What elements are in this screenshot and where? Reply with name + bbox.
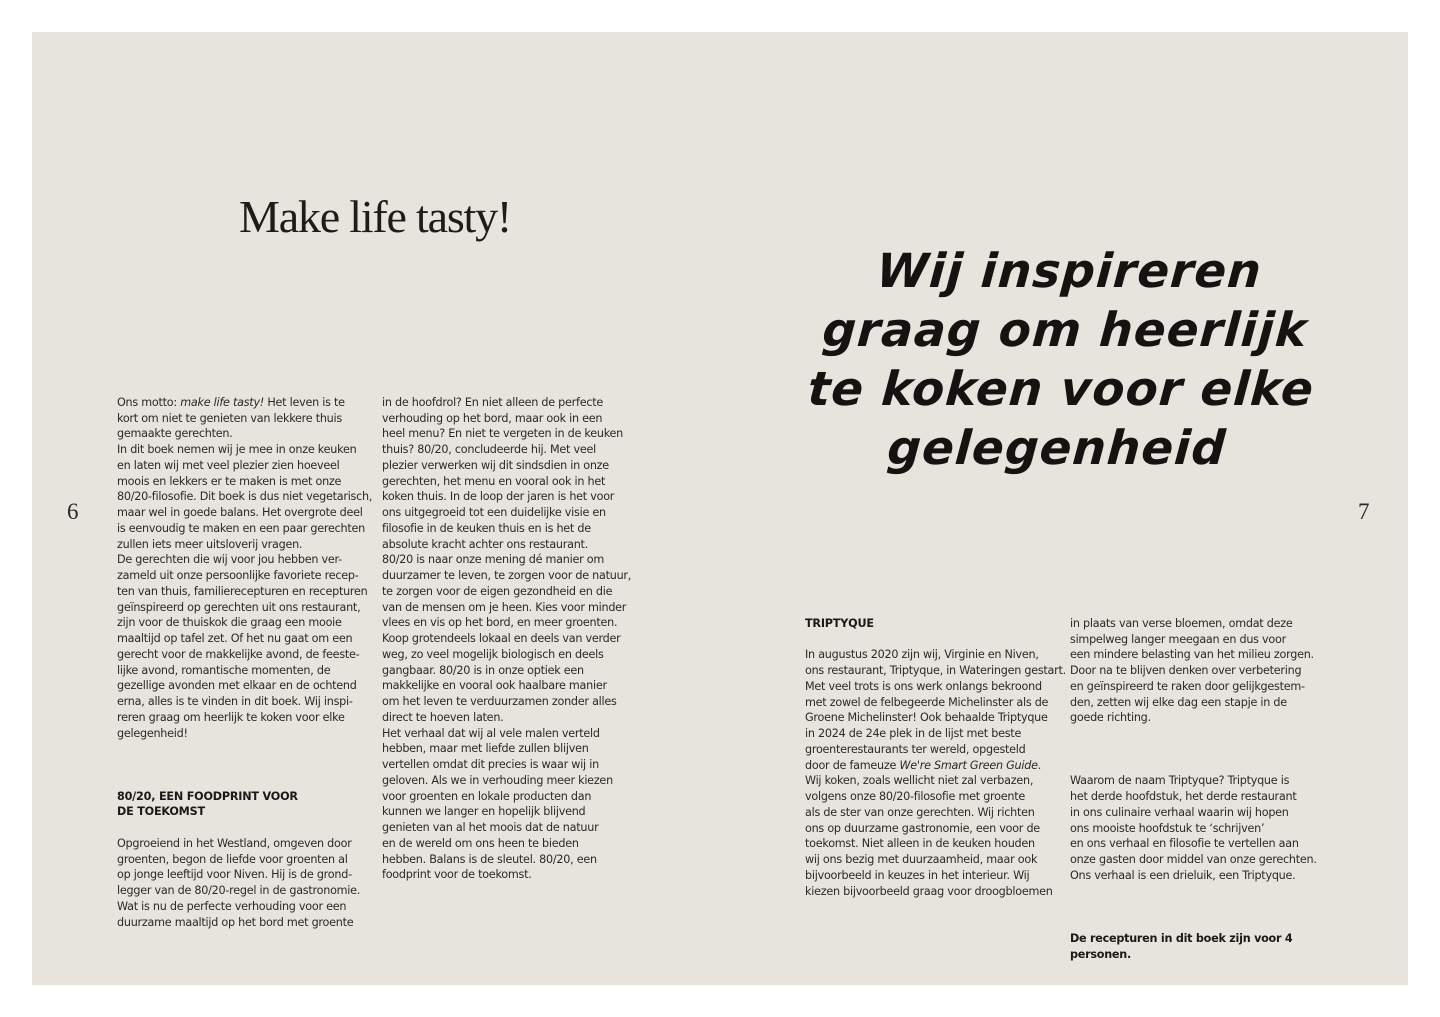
triptyque-paragraph xyxy=(805,647,1067,899)
servings-note: De recepturen in dit boek zijn voor 4 personen. xyxy=(1070,931,1293,961)
quote-line: Wij inspireren xyxy=(874,244,1264,299)
quote-line: te koken voor elke xyxy=(805,362,1316,417)
section-heading-foodprint: 80/20, EEN FOODPRINT VOOR DE TOEKOMST xyxy=(117,789,298,819)
intro-paragraph xyxy=(117,395,377,742)
motto: make life tasty! xyxy=(180,395,265,409)
intro-prefix: Ons motto: xyxy=(117,395,181,409)
left-column-2 xyxy=(382,379,642,899)
right-column-2 xyxy=(1070,600,1340,978)
foodprint-paragraph: Opgroeiend in het Westland, omgeven door groenten, begon de liefde voor groenten al op jonge leeftijd voor Niven. Hij is de grond- legger van de 80/20-regel in de gastronomie. Wat is nu de perfecte verhouding voor een duurzame maaltijd op het bord met groente xyxy=(117,836,361,929)
book-spread xyxy=(32,32,1408,985)
page-title: Make life tasty! xyxy=(239,191,512,242)
quote-line: gelegenheid xyxy=(885,421,1229,476)
name-origin-paragraph: Waarom de naam Triptyque? Triptyque is het derde hoofdstuk, het derde restaurant in ons culinaire verhaal waarin wij hopen ons mooiste hoofdstuk te ‘schrijven’ en ons verhaal en filosofie te vertellen aan onze gasten door middel van onze gerechten. Ons verhaal is een drieluik, een Triptyque. xyxy=(1070,774,1317,882)
foodprint-paragraph-continued: in de hoofdrol? En niet alleen de perfecte verhouding op het bord, maar ook in een heel menu? En niet te vergeten in de keuken thuis? 80/20, concludeerde hij. Met veel plezier verwerken wij dit sindsdien in onze gerechten, het menu en vooral ook in het koken thuis. In de loop der jaren is het voor ons uitgegroeid tot een duidelijke visie en filosofie in de keuken thuis en is het de absolute kracht achter ons restaurant. 80/20 is naar onze mening dé manier om duurzamer te leven, te zorgen voor de natuur, te zorgen voor de eigen gezondheid en die van de mensen om je heen. Kies voor minder vlees en vis op het bord, en meer groenten. Koop grotendeels lokaal en deels van verder weg, zo veel mogelijk biologisch en deels gangbaar. 80/20 is in onze optiek een makkelijke en vooral ook haalbare manier om het leven te verduurzamen zonder alles direct te hoeven laten. Het verhaal dat wij al vele malen verteld hebben, maar met liefde zullen blijven vertellen omdat dit precies is waar wij in geloven. Als we in verhouding meer kiezen voor groenten en lokale producten dan kunnen we langer en hopelijk blijvend genieten van al het moois dat de natuur en de wereld om ons heen te bieden hebben. Balans is de sleutel. 80/20, een foodprint voor de toekomst. xyxy=(382,395,632,882)
paragraph-gap xyxy=(117,757,377,773)
triptyque-text-b: . Wij koken, zoals wellicht niet zal verbazen, volgens onze 80/20-filosofie met groente als de ster van onze gerechten. Wij richten ons op duurzame gastronomie, een voor de toekomst. Niet alleen in de keuken houden wij ons bezig met duurzaamheid, maar ook bijvoorbeeld in keuzes in het interieur. Wij kiezen bijvoorbeeld graag voor droogbloemen xyxy=(805,758,1053,898)
paragraph-gap xyxy=(1070,742,1340,758)
left-column-1 xyxy=(117,379,377,946)
triptyque-paragraph-continued: in plaats van verse bloemen, omdat deze simpelweg langer meegaan en dus voor een mindere belasting van het milieu zorgen. Door na te blijven denken over verbetering en geïnspireerd te raken door gelijkgestem- den, zetten wij elke dag een stapje in de goede richting. xyxy=(1070,616,1314,725)
paragraph-gap xyxy=(1070,899,1340,915)
section-heading-triptyque: TRIPTYQUE xyxy=(805,616,874,630)
page-number-left: 6 xyxy=(67,499,79,524)
page-number-right: 7 xyxy=(1358,499,1370,524)
intro-text: Het leven is te kort om niet te genieten van lekkere thuis gemaakte gerechten. In dit boek nemen wij je mee in onze keuken en laten wij met veel plezier zien hoeveel moois en lekkers er te maken is met onze 80/20-filosofie. Dit boek is dus niet vegetarisch, maar wel in goede balans. Het overgrote deel is eenvoudig te maken en een paar gerechten zullen iets meer uitsloverij vragen. De gerechten die wij voor jou hebben ver- zameld uit onze persoonlijke favoriete recep- ten van thuis, familierecepturen en recepturen geïnspireerd op gerechten uit ons restaurant, zijn voor de thuiskok die graag een mooie maaltijd op tafel zet. Of het nu gaat om een gerecht voor de makkelijke avond, de feeste- lijke avond, romantische momenten, de gezellige avonden met elkaar en de ochtend erna, alles is te vinden in dit boek. Wij inspi- reren graag om heerlijk te koken voor elke gelegenheid! xyxy=(117,395,373,740)
handwritten-quote xyxy=(769,242,1358,478)
triptyque-text-a: In augustus 2020 zijn wij, Virginie en Niven, ons restaurant, Triptyque, in Wateringen gestart. Met veel trots is ons werk onlangs bekroond met zowel de felbegeerde Michelinster als de Groene Michelinster! Ook behaalde Triptyque in 2024 de 24e plek in de lijst met beste groenterestaurants ter wereld, opgesteld door de fameuze xyxy=(805,648,1066,772)
guide-name: We're Smart Green Guide xyxy=(899,758,1038,772)
quote-line: graag om heerlijk xyxy=(820,303,1310,358)
right-column-1 xyxy=(805,600,1067,915)
